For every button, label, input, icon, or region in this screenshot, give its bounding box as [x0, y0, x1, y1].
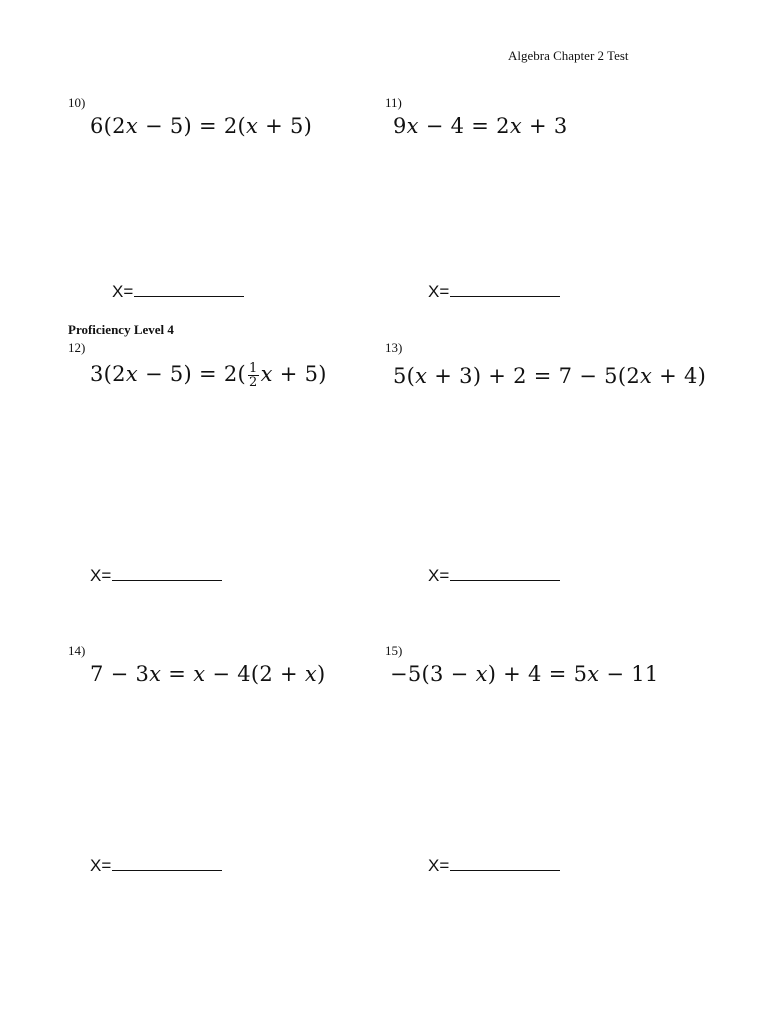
eq-part: − 4 = 2 — [418, 114, 510, 138]
answer-blank-line[interactable] — [450, 579, 560, 581]
eq-variable: x — [415, 364, 428, 388]
answer-label: X= — [428, 566, 450, 585]
problem-15-answer — [428, 856, 560, 876]
eq-variable: x — [406, 114, 419, 138]
problem-10-answer — [112, 282, 244, 302]
fraction-one-half — [248, 362, 259, 389]
answer-blank-line[interactable] — [134, 295, 244, 297]
eq-part: ) — [317, 662, 326, 686]
problem-11-number: 11) — [385, 95, 402, 110]
eq-part: 3(2 — [90, 362, 126, 386]
eq-part: 9 — [393, 114, 407, 138]
fraction-denominator: 2 — [248, 375, 258, 390]
eq-part: + 4) — [652, 364, 707, 388]
eq-variable: x — [125, 114, 138, 138]
answer-label: X= — [112, 282, 134, 301]
eq-part: + 3) + 2 = 7 − 5(2 — [427, 364, 640, 388]
answer-blank-line[interactable] — [450, 295, 560, 297]
eq-variable: x — [125, 362, 138, 386]
eq-part: − 5) = 2( — [137, 114, 246, 138]
answer-label: X= — [428, 856, 450, 875]
eq-variable: x — [640, 364, 653, 388]
problem-15-number: 15) — [385, 643, 403, 658]
problem-11-equation — [393, 114, 568, 138]
eq-variable: x — [587, 662, 600, 686]
answer-blank-line[interactable] — [112, 579, 222, 581]
eq-variable: x — [149, 662, 162, 686]
problem-12-equation — [90, 362, 327, 389]
page-header-title: Algebra Chapter 2 Test — [508, 48, 629, 63]
fraction-numerator: 1 — [248, 361, 258, 376]
problem-13-equation — [393, 364, 706, 388]
answer-label: X= — [90, 856, 112, 875]
eq-variable: x — [509, 114, 522, 138]
problem-13-answer — [428, 566, 560, 586]
eq-variable: x — [260, 362, 273, 386]
eq-variable: x — [193, 662, 206, 686]
eq-part: = — [161, 662, 194, 686]
eq-part: 5( — [393, 364, 416, 388]
eq-variable: x — [304, 662, 318, 686]
problem-14-number: 14) — [68, 643, 86, 658]
problem-13-number: 13) — [385, 340, 403, 355]
problem-14-answer — [90, 856, 222, 876]
eq-part: − 11 — [599, 662, 659, 686]
eq-part: 7 − 3 — [90, 662, 150, 686]
problem-15-equation — [390, 662, 659, 686]
answer-label: X= — [90, 566, 112, 585]
eq-part: −5(3 − — [390, 662, 476, 686]
eq-part: 6(2 — [90, 114, 126, 138]
eq-variable: x — [245, 114, 259, 138]
problem-12-number: 12) — [68, 340, 86, 355]
eq-part: − 5) = 2( — [137, 362, 246, 386]
eq-part: ) + 4 = 5 — [487, 662, 588, 686]
eq-part: − 4(2 + — [205, 662, 305, 686]
problem-11-answer — [428, 282, 560, 302]
section-label: Proficiency Level 4 — [68, 322, 174, 337]
eq-variable: x — [475, 662, 488, 686]
problem-14-equation — [90, 662, 326, 686]
answer-blank-line[interactable] — [112, 869, 222, 871]
answer-label: X= — [428, 282, 450, 301]
problem-10-equation — [90, 114, 312, 138]
problem-12-answer — [90, 566, 222, 586]
answer-blank-line[interactable] — [450, 869, 560, 871]
eq-part: + 5) — [258, 114, 313, 138]
eq-part: + 5) — [272, 362, 327, 386]
problem-10-number: 10) — [68, 95, 86, 110]
eq-part: + 3 — [522, 114, 568, 138]
